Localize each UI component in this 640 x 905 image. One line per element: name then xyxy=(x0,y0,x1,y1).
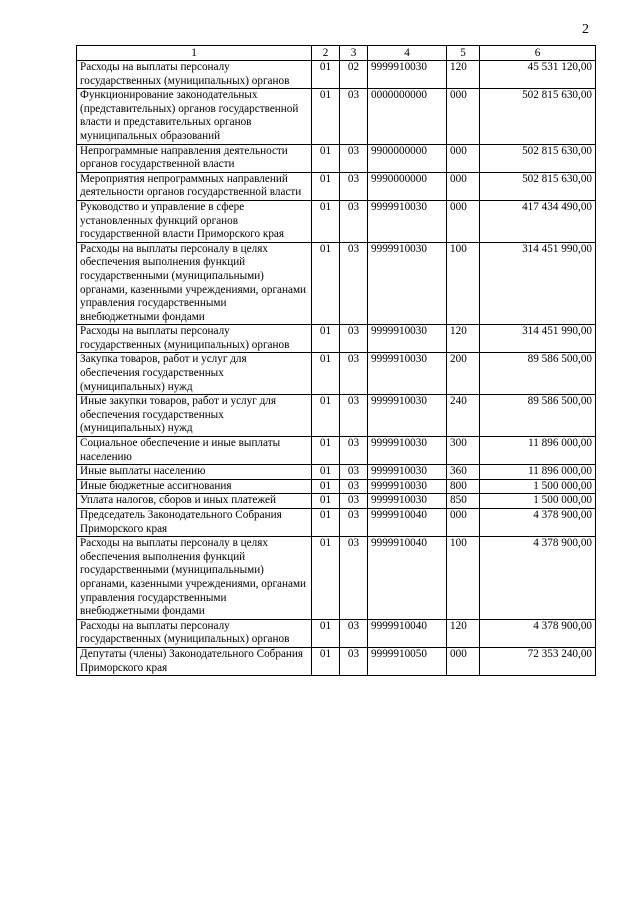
row-subsection: 03 xyxy=(340,619,368,647)
row-name: Расходы на выплаты персоналу государственных (муниципальных) органов xyxy=(77,619,312,647)
row-section: 01 xyxy=(312,353,340,395)
row-subsection: 03 xyxy=(340,509,368,537)
row-type: 120 xyxy=(447,61,480,89)
table-header-row xyxy=(77,46,596,61)
row-sum: 502 815 630,00 xyxy=(480,144,596,172)
row-subsection: 03 xyxy=(340,144,368,172)
row-name: Уплата налогов, сборов и иных платежей xyxy=(77,494,312,509)
row-subsection: 03 xyxy=(340,200,368,242)
row-code: 9999910030 xyxy=(368,353,447,395)
row-sum: 502 815 630,00 xyxy=(480,89,596,144)
row-section: 01 xyxy=(312,200,340,242)
table-row xyxy=(77,494,596,509)
table-row xyxy=(77,395,596,437)
row-name: Руководство и управление в сфере установленных функций органов государственной власти Приморского края xyxy=(77,200,312,242)
row-subsection: 03 xyxy=(340,647,368,675)
row-code: 9999910030 xyxy=(368,437,447,465)
row-code: 9999910040 xyxy=(368,509,447,537)
row-name: Мероприятия непрограммных направлений деятельности органов государственной власти xyxy=(77,172,312,200)
row-sum: 314 451 990,00 xyxy=(480,325,596,353)
row-type: 200 xyxy=(447,353,480,395)
row-type: 120 xyxy=(447,325,480,353)
column-header-type: 5 xyxy=(447,46,480,61)
row-section: 01 xyxy=(312,172,340,200)
row-code: 9999910050 xyxy=(368,647,447,675)
row-subsection: 02 xyxy=(340,61,368,89)
table-row xyxy=(77,89,596,144)
row-section: 01 xyxy=(312,325,340,353)
row-sum: 502 815 630,00 xyxy=(480,172,596,200)
row-name: Расходы на выплаты персоналу в целях обеспечения выполнения функций государственными (муниципальными) органами, казенными учреждениями, органами управления государственными внебюджетными фондами xyxy=(77,242,312,325)
row-type: 100 xyxy=(447,242,480,325)
row-name: Иные бюджетные ассигнования xyxy=(77,479,312,494)
row-sum: 89 586 500,00 xyxy=(480,395,596,437)
row-type: 360 xyxy=(447,465,480,480)
table-row xyxy=(77,465,596,480)
row-type: 000 xyxy=(447,509,480,537)
row-code: 9999910030 xyxy=(368,242,447,325)
row-section: 01 xyxy=(312,619,340,647)
row-subsection: 03 xyxy=(340,494,368,509)
row-section: 01 xyxy=(312,494,340,509)
row-subsection: 03 xyxy=(340,537,368,620)
row-type: 000 xyxy=(447,647,480,675)
row-name: Расходы на выплаты персоналу государственных (муниципальных) органов xyxy=(77,325,312,353)
row-name: Функционирование законодательных (представительных) органов государственной власти и представительных органов муниципальных образований xyxy=(77,89,312,144)
row-type: 000 xyxy=(447,144,480,172)
row-code: 9999910030 xyxy=(368,395,447,437)
row-section: 01 xyxy=(312,395,340,437)
table-row xyxy=(77,619,596,647)
row-code: 9999910030 xyxy=(368,494,447,509)
row-subsection: 03 xyxy=(340,479,368,494)
row-code: 9999910040 xyxy=(368,619,447,647)
row-section: 01 xyxy=(312,89,340,144)
row-sum: 314 451 990,00 xyxy=(480,242,596,325)
row-section: 01 xyxy=(312,437,340,465)
table-row xyxy=(77,172,596,200)
row-subsection: 03 xyxy=(340,172,368,200)
row-type: 240 xyxy=(447,395,480,437)
row-name: Иные выплаты населению xyxy=(77,465,312,480)
table-row xyxy=(77,647,596,675)
row-sum: 4 378 900,00 xyxy=(480,509,596,537)
row-section: 01 xyxy=(312,509,340,537)
row-name: Расходы на выплаты персоналу в целях обеспечения выполнения функций государственными (муниципальными) органами, казенными учреждениями, органами управления государственными внебюджетными фондами xyxy=(77,537,312,620)
row-code: 9900000000 xyxy=(368,144,447,172)
budget-table xyxy=(76,45,596,676)
row-section: 01 xyxy=(312,647,340,675)
row-code: 9999910030 xyxy=(368,325,447,353)
row-type: 300 xyxy=(447,437,480,465)
row-name: Непрограммные направления деятельности органов государственной власти xyxy=(77,144,312,172)
row-section: 01 xyxy=(312,242,340,325)
table-row xyxy=(77,479,596,494)
row-code: 0000000000 xyxy=(368,89,447,144)
row-code: 9999910030 xyxy=(368,465,447,480)
row-name: Иные закупки товаров, работ и услуг для обеспечения государственных (муниципальных) нужд xyxy=(77,395,312,437)
row-type: 000 xyxy=(447,89,480,144)
row-sum: 89 586 500,00 xyxy=(480,353,596,395)
row-subsection: 03 xyxy=(340,465,368,480)
row-sum: 1 500 000,00 xyxy=(480,479,596,494)
row-type: 850 xyxy=(447,494,480,509)
row-sum: 1 500 000,00 xyxy=(480,494,596,509)
table-row xyxy=(77,144,596,172)
column-header-sum: 6 xyxy=(480,46,596,61)
row-code: 9999910030 xyxy=(368,200,447,242)
row-subsection: 03 xyxy=(340,242,368,325)
page-number: 2 xyxy=(582,22,589,37)
table-row xyxy=(77,353,596,395)
row-sum: 4 378 900,00 xyxy=(480,619,596,647)
row-type: 000 xyxy=(447,172,480,200)
row-subsection: 03 xyxy=(340,89,368,144)
row-subsection: 03 xyxy=(340,437,368,465)
table-row xyxy=(77,200,596,242)
row-subsection: 03 xyxy=(340,395,368,437)
table-row xyxy=(77,242,596,325)
column-header-section: 2 xyxy=(312,46,340,61)
table-row xyxy=(77,437,596,465)
row-section: 01 xyxy=(312,537,340,620)
row-name: Расходы на выплаты персоналу государственных (муниципальных) органов xyxy=(77,61,312,89)
column-header-code: 4 xyxy=(368,46,447,61)
row-section: 01 xyxy=(312,61,340,89)
row-code: 9999910040 xyxy=(368,537,447,620)
row-code: 9999910030 xyxy=(368,479,447,494)
row-sum: 4 378 900,00 xyxy=(480,537,596,620)
row-type: 000 xyxy=(447,200,480,242)
row-sum: 45 531 120,00 xyxy=(480,61,596,89)
row-sum: 11 896 000,00 xyxy=(480,465,596,480)
row-code: 9990000000 xyxy=(368,172,447,200)
row-name: Социальное обеспечение и иные выплаты населению xyxy=(77,437,312,465)
row-sum: 417 434 490,00 xyxy=(480,200,596,242)
row-code: 9999910030 xyxy=(368,61,447,89)
table-row xyxy=(77,509,596,537)
row-subsection: 03 xyxy=(340,325,368,353)
row-subsection: 03 xyxy=(340,353,368,395)
column-header-name: 1 xyxy=(77,46,312,61)
row-section: 01 xyxy=(312,465,340,480)
row-name: Председатель Законодательного Собрания Приморского края xyxy=(77,509,312,537)
table-row xyxy=(77,537,596,620)
table-row xyxy=(77,325,596,353)
row-name: Депутаты (члены) Законодательного Собрания Приморского края xyxy=(77,647,312,675)
row-section: 01 xyxy=(312,479,340,494)
row-type: 100 xyxy=(447,537,480,620)
row-type: 800 xyxy=(447,479,480,494)
row-type: 120 xyxy=(447,619,480,647)
row-sum: 72 353 240,00 xyxy=(480,647,596,675)
row-sum: 11 896 000,00 xyxy=(480,437,596,465)
column-header-subsection: 3 xyxy=(340,46,368,61)
row-name: Закупка товаров, работ и услуг для обеспечения государственных (муниципальных) нужд xyxy=(77,353,312,395)
row-section: 01 xyxy=(312,144,340,172)
table-row xyxy=(77,61,596,89)
